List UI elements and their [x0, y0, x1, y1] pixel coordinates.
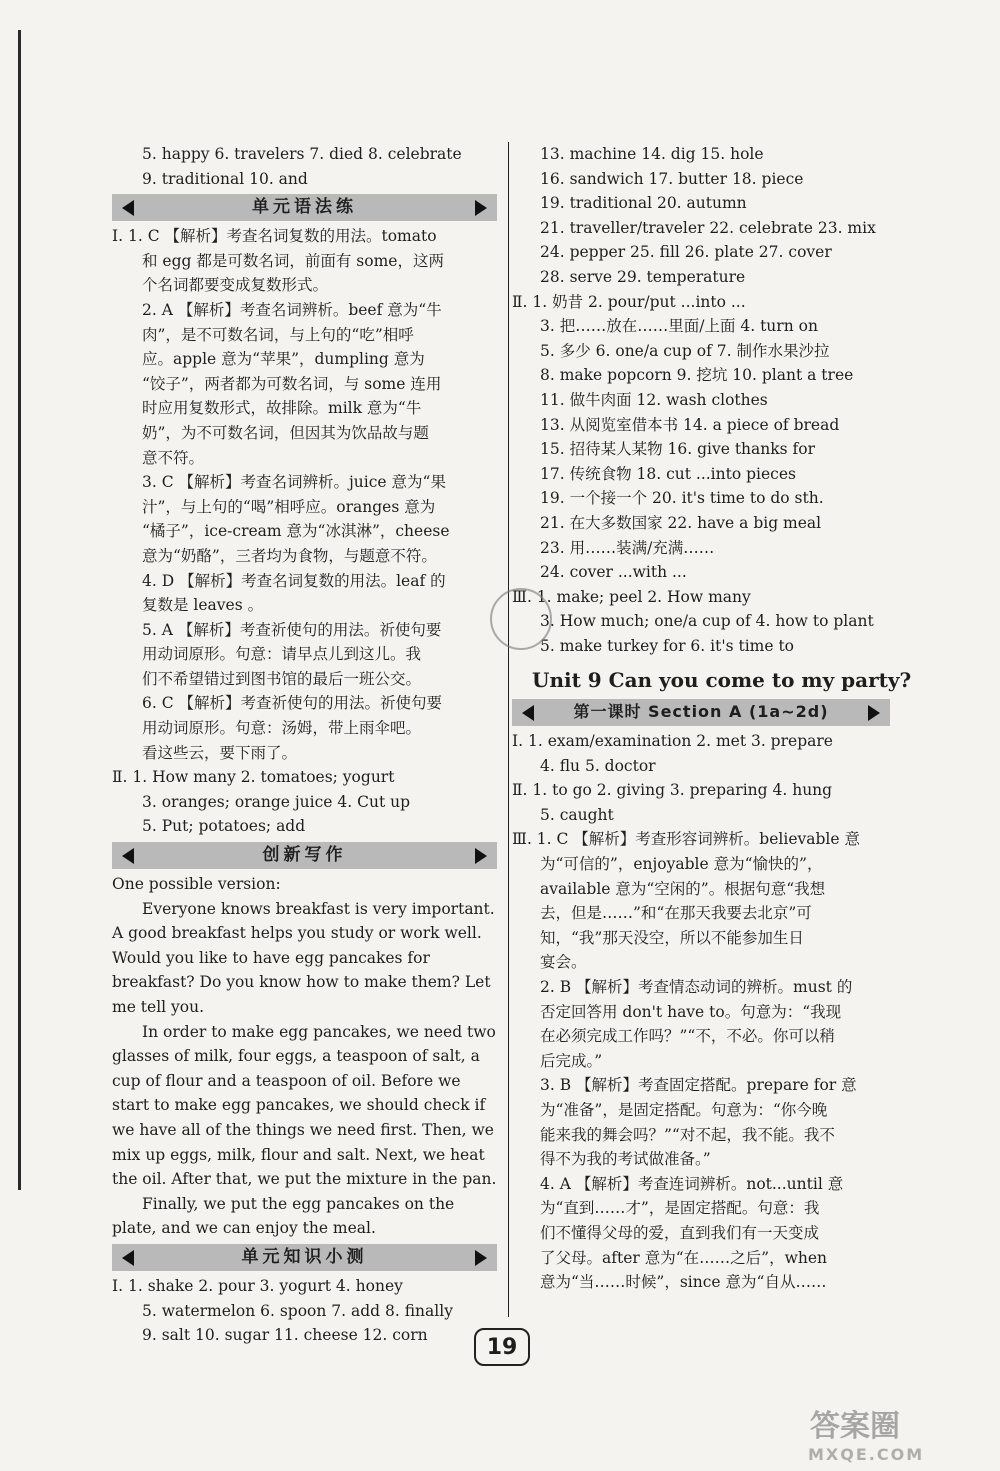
answer-line: 否定回答用 don't have to。句意为：“我现: [540, 1002, 842, 1021]
answer-line: 为“可信的”，enjoyable 意为“愉快的”，: [540, 855, 823, 874]
answer-line: 24. cover ...with ...: [540, 563, 687, 582]
section-heading: 创新写作: [262, 845, 347, 866]
answer-line: available 意为“空闲的”。根据句意“我想: [540, 879, 826, 898]
answer-line: 了父母。after 意为“在……之后”，when: [540, 1248, 827, 1267]
answer-line: 24. pepper 25. fill 26. plate 27. cover: [540, 243, 832, 262]
section-heading: 第一课时 Section A (1a~2d): [573, 702, 829, 722]
answer-line: 知，“我”那天没空，所以不能参加生日: [540, 928, 804, 947]
answer-line: 意不符。: [142, 448, 205, 467]
answer-line: 2. A 【解析】考查名词辨析。beef 意为“牛: [142, 300, 442, 319]
writing-intro: One possible version:: [112, 875, 281, 894]
right-arrow-icon: [475, 1250, 487, 1266]
left-column: [112, 142, 497, 1348]
answer-line: 3. How much; one/a cup of 4. how to plant: [540, 612, 874, 631]
answer-line: 11. 做牛肉面 12. wash clothes: [540, 390, 768, 409]
section-bar-writing: [112, 842, 497, 869]
stamp-watermark: [490, 588, 552, 650]
writing-paragraph: Everyone knows breakfast is very important. A good breakfast helps you study or work well. Would you like to have egg pancakes for breakfast? Do you know how to make them? Let me tell you.: [112, 899, 495, 1016]
answer-line: 复数是 leaves 。: [142, 596, 264, 615]
section-heading: 单元语法练: [252, 197, 357, 218]
answer-line: “橘子”，ice-cream 意为“冰淇淋”，cheese: [142, 522, 450, 541]
answer-line: 9. salt 10. sugar 11. cheese 12. corn: [142, 1326, 428, 1345]
answer-line: 5. happy 6. travelers 7. died 8. celebrate: [142, 145, 462, 163]
left-arrow-icon: [122, 1250, 134, 1266]
answer-line: 3. B 【解析】考查固定搭配。prepare for 意: [540, 1076, 857, 1095]
answer-line: 4. D 【解析】考查名词复数的用法。leaf 的: [142, 571, 446, 590]
writing-paragraph: In order to make egg pancakes, we need two glasses of milk, four eggs, a teaspoon of salt, a cup of flour and a teaspoon of oil. Before we start to make egg pancakes, we should check if we have all of the things we need first. Then, we mix up eggs, milk, flour and salt. Next, we heat the oil. After that, we put the mixture in the pan.: [112, 1022, 497, 1189]
answer-line: 个名词都要变成复数形式。: [142, 276, 329, 295]
section-bar-lesson: [512, 699, 890, 726]
answer-line: 和 egg 都是可数名词，前面有 some，这两: [142, 251, 444, 270]
answer-line: 19. traditional 20. autumn: [540, 194, 747, 213]
answer-line: 4. A 【解析】考查连词辨析。not...until 意: [540, 1174, 844, 1193]
right-column: [512, 142, 912, 1295]
answer-line: 得不为我的考试做准备。”: [540, 1150, 711, 1169]
answer-line: 5. caught: [540, 805, 614, 824]
answer-line: 为“直到……才”，是固定搭配。句意：我: [540, 1199, 820, 1218]
writing-paragraph: Finally, we put the egg pancakes on the plate, and we can enjoy the meal.: [112, 1194, 455, 1238]
answer-line: 去，但是……”和“在那天我要去北京”可: [540, 904, 812, 923]
answer-line: 19. 一个接一个 20. it's time to do sth.: [540, 489, 824, 508]
answer-line: 6. C 【解析】考查祈使句的用法。祈使句要: [142, 694, 443, 713]
answer-line: 28. serve 29. temperature: [540, 267, 746, 286]
answer-line: 5. watermelon 6. spoon 7. add 8. finally: [142, 1301, 453, 1320]
answer-line: 时应用复数形式，故排除。milk 意为“牛: [142, 399, 422, 418]
right-arrow-icon: [868, 705, 880, 721]
answer-line: Ⅱ. 1. to go 2. giving 3. preparing 4. hung: [512, 781, 833, 800]
section-bar-quiz: [112, 1244, 497, 1271]
left-arrow-icon: [122, 200, 134, 216]
answer-line: 21. traveller/traveler 22. celebrate 23. mix: [540, 218, 876, 237]
site-logo: [800, 1400, 995, 1466]
answer-line: 16. sandwich 17. butter 18. piece: [540, 169, 804, 188]
answer-line: 为“准备”，是固定搭配。句意为：“你今晚: [540, 1100, 828, 1119]
section-heading: 单元知识小测: [241, 1247, 368, 1268]
answer-line: 23. 用……装满/充满……: [540, 538, 715, 557]
answer-line: 看这些云，要下雨了。: [142, 743, 298, 762]
answer-line: 17. 传统食物 18. cut ...into pieces: [540, 464, 796, 483]
answer-line: 5. 多少 6. one/a cup of 7. 制作水果沙拉: [540, 341, 830, 360]
answer-line: 5. A 【解析】考查祈使句的用法。祈使句要: [142, 620, 442, 639]
answer-line: 9. traditional 10. and: [142, 169, 308, 188]
answer-line: 15. 招待某人某物 16. give thanks for: [540, 440, 816, 459]
answer-line: 4. flu 5. doctor: [540, 756, 656, 775]
answer-line: 能来我的舞会吗？”“对不起，我不能。我不: [540, 1125, 835, 1144]
answer-line: 3. 把……放在……里面/上面 4. turn on: [540, 317, 818, 336]
answer-line: 在必须完成工作吗？”“不，不必。你可以稍: [540, 1027, 835, 1046]
answer-line: Ⅰ. 1. C 【解析】考查名词复数的用法。tomato: [112, 227, 437, 246]
answer-line: 奶”，为不可数名词，但因其为饮品故与题: [142, 423, 429, 442]
answer-line: 21. 在大多数国家 22. have a big meal: [540, 513, 822, 532]
answer-line: Ⅲ. 1. make; peel 2. How many: [512, 587, 751, 606]
answer-line: 2. B 【解析】考查情态动词的辨析。must 的: [540, 978, 853, 996]
answer-line: 用动词原形。句意：请早点儿到这儿。我: [142, 645, 422, 664]
answer-line: Ⅱ. 1. How many 2. tomatoes; yogurt: [112, 768, 395, 787]
answer-line: Ⅰ. 1. exam/examination 2. met 3. prepare: [512, 732, 833, 751]
logo-text: 答案圈: [810, 1409, 900, 1444]
column-divider: [508, 142, 509, 1317]
answer-line: 8. make popcorn 9. 挖坑 10. plant a tree: [540, 366, 854, 385]
answer-line: 意为“当……时候”，since 意为“自从……: [540, 1273, 827, 1292]
logo-url: MXQE.COM: [808, 1445, 925, 1464]
answer-line: 5. Put; potatoes; add: [142, 817, 306, 836]
answer-line: 汁”，与上句的“喝”相呼应。oranges 意为: [142, 497, 436, 516]
answer-line: 13. 从阅览室借本书 14. a piece of bread: [540, 415, 840, 434]
answer-line: 们不希望错过到图书馆的最后一班公交。: [142, 669, 422, 688]
answer-line: Ⅱ. 1. 奶昔 2. pour/put ...into ...: [512, 292, 746, 311]
answer-line: 3. oranges; orange juice 4. Cut up: [142, 792, 411, 811]
answer-line: Ⅲ. 1. C 【解析】考查形容词辨析。believable 意: [512, 830, 860, 849]
answer-line: 后完成。”: [540, 1051, 603, 1070]
answer-line: 5. make turkey for 6. it's time to: [540, 636, 795, 655]
binding-edge: [18, 30, 21, 1190]
page-number: 19: [474, 1328, 530, 1366]
answer-line: 应。apple 意为“苹果”，dumpling 意为: [142, 350, 425, 369]
answer-line: 3. C 【解析】考查名词辨析。juice 意为“果: [142, 473, 446, 492]
section-bar-grammar: [112, 194, 497, 221]
answer-line: 肉”，是不可数名词，与上句的“吃”相呼: [142, 325, 414, 344]
right-arrow-icon: [475, 200, 487, 216]
answer-line: 13. machine 14. dig 15. hole: [540, 145, 764, 163]
answer-line: 们不懂得父母的爱，直到我们有一天变成: [540, 1223, 820, 1242]
answer-line: Ⅰ. 1. shake 2. pour 3. yogurt 4. honey: [112, 1276, 403, 1295]
answer-line: 宴会。: [540, 953, 587, 972]
left-arrow-icon: [522, 705, 534, 721]
right-arrow-icon: [475, 848, 487, 864]
unit-title: Unit 9 Can you come to my party?: [532, 668, 912, 693]
answer-line: 用动词原形。句意：汤姆，带上雨伞吧。: [142, 719, 422, 738]
answer-line: 意为“奶酪”，三者均为食物，与题意不符。: [142, 546, 437, 565]
answer-line: “饺子”，两者都为可数名词，与 some 连用: [142, 374, 442, 393]
left-arrow-icon: [122, 848, 134, 864]
